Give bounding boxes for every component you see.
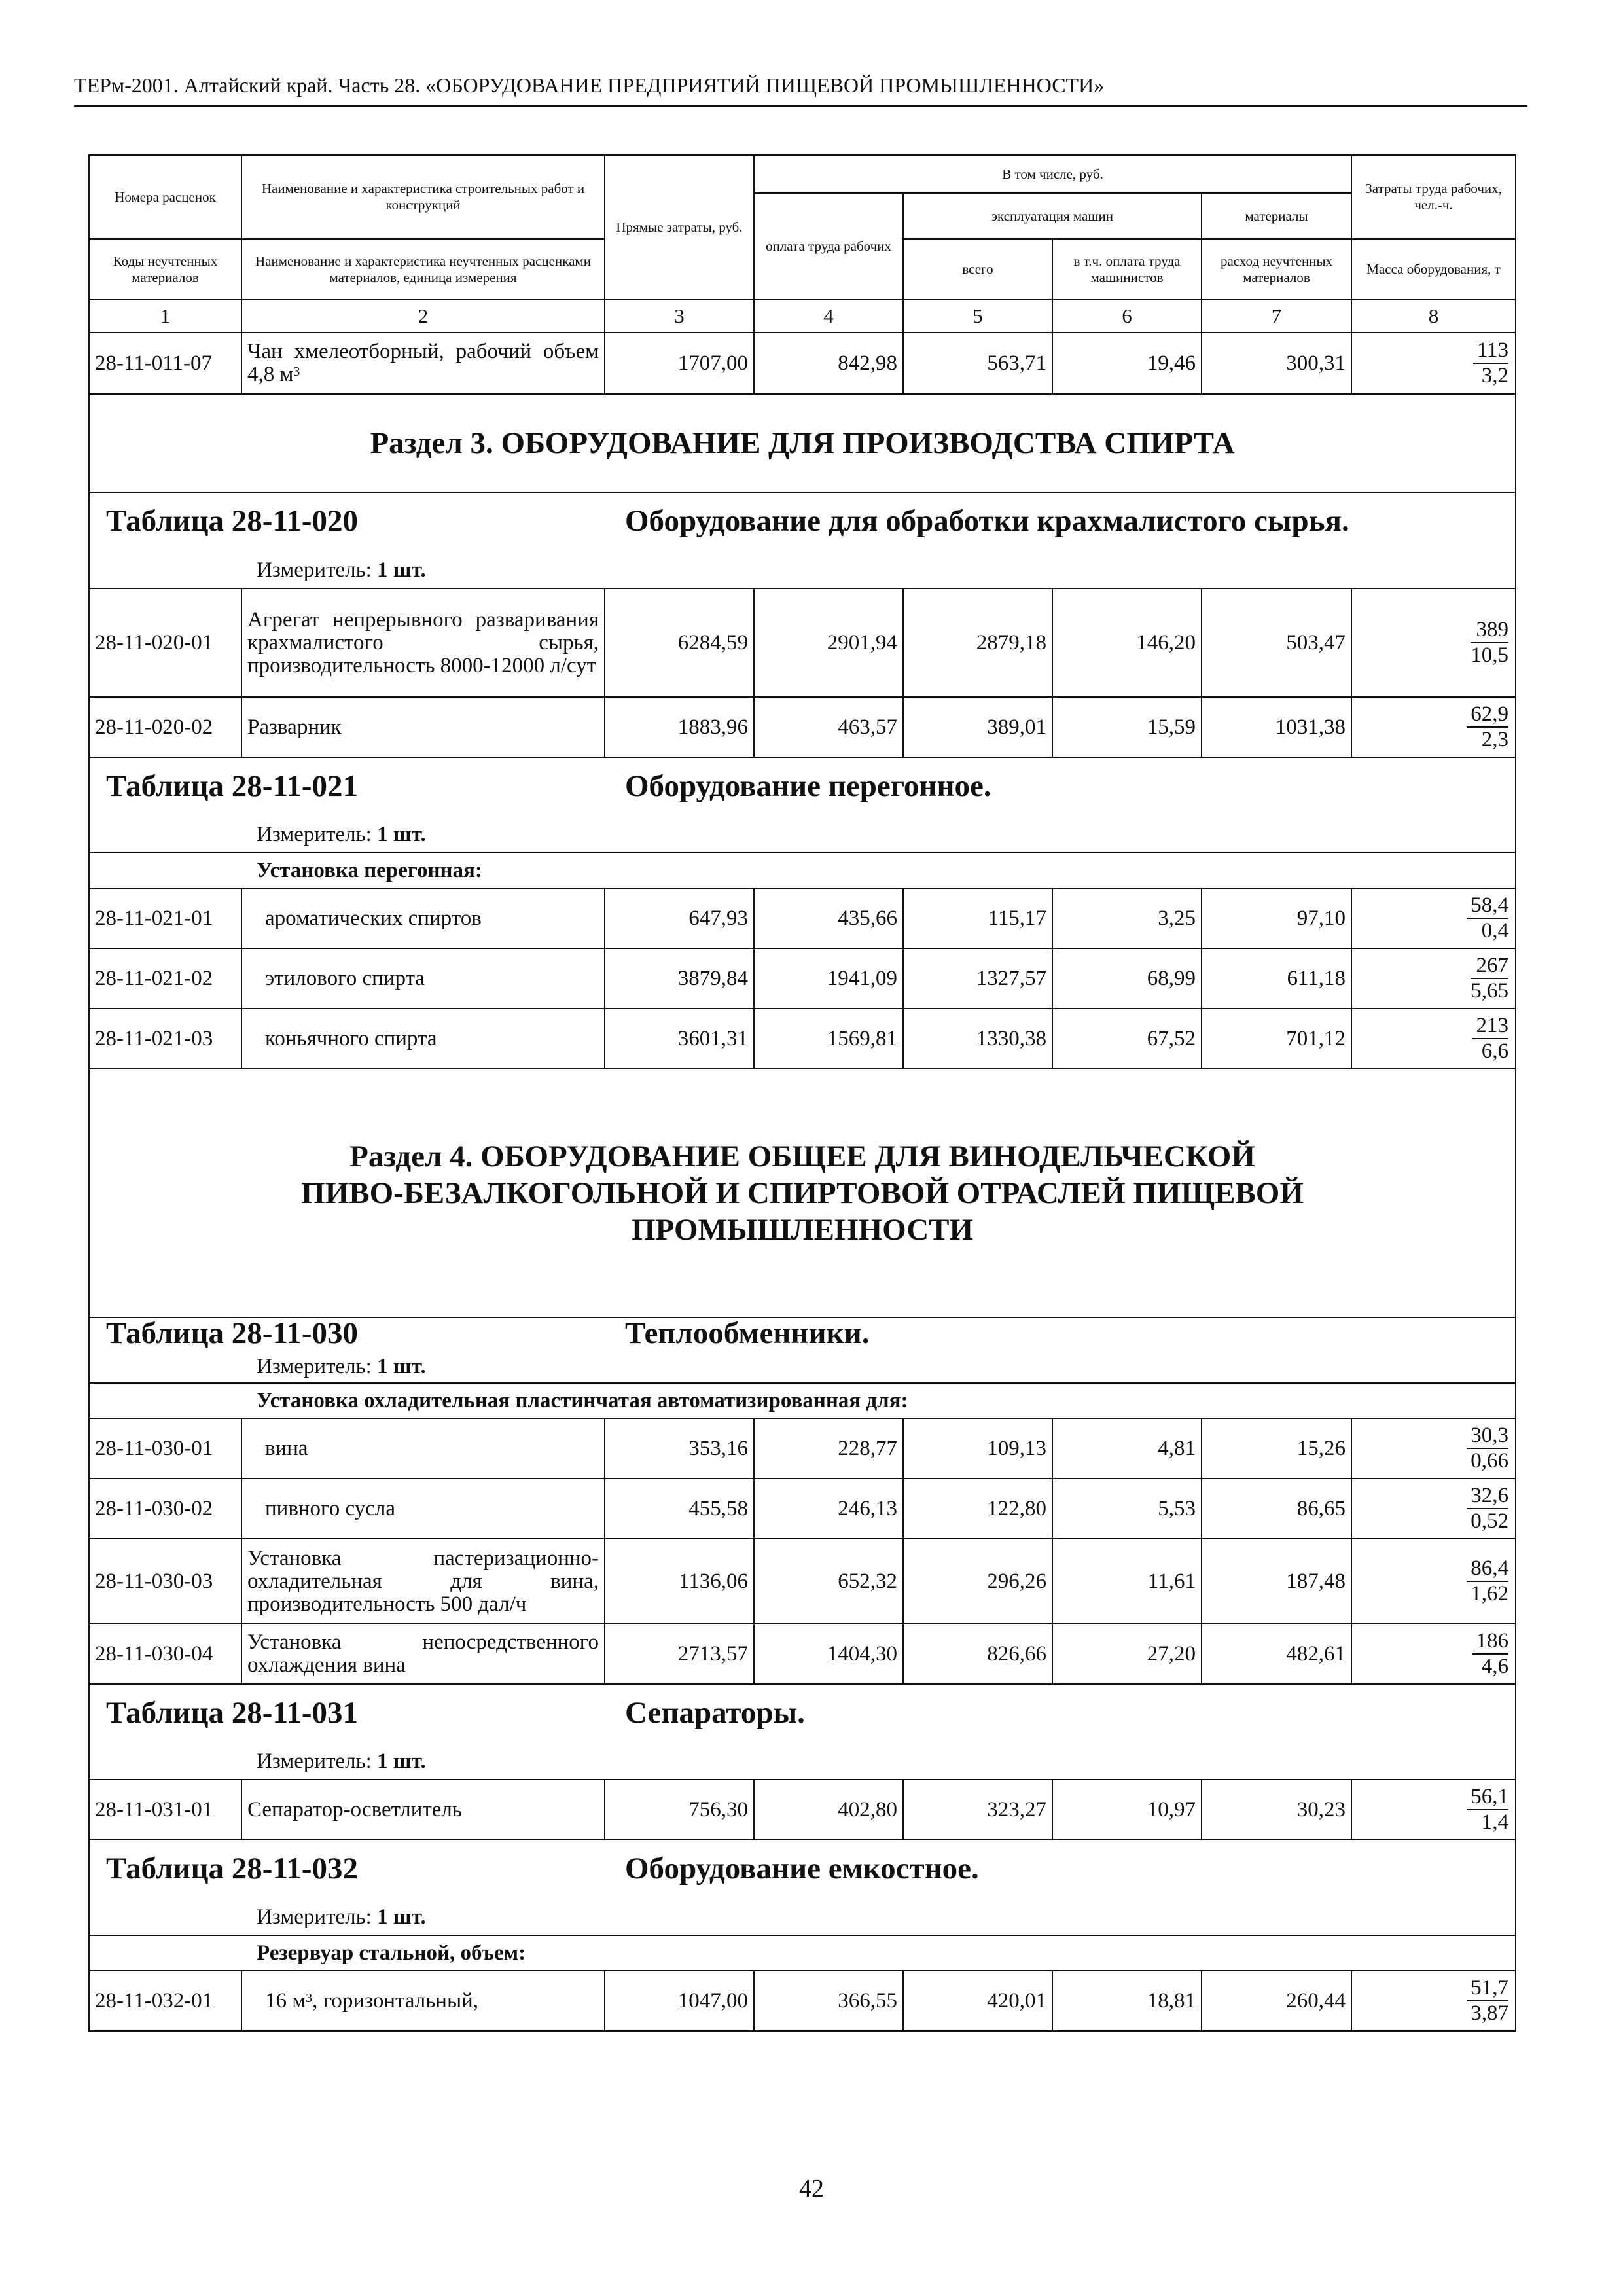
head-code-sub: Коды неучтенных материалов	[89, 239, 241, 300]
table-row	[89, 1971, 1516, 2031]
labor-pay: 1404,30	[754, 1624, 903, 1684]
page-number: 42	[799, 2175, 824, 2202]
rate-code: 28-11-030-02	[89, 1479, 241, 1539]
table-name: Оборудование перегонное.	[625, 769, 991, 803]
table-row	[89, 697, 1516, 757]
machinist-pay: 4,81	[1052, 1418, 1202, 1479]
table-row	[89, 1624, 1516, 1684]
machine-cost: 296,26	[903, 1539, 1052, 1624]
labor-pay: 402,80	[754, 1780, 903, 1840]
table-row	[89, 588, 1516, 697]
labor-mass-fraction: $\frac{267}{5,65}$	[1351, 948, 1516, 1009]
head-machines: эксплуатация машин	[903, 193, 1202, 239]
head-materials: материалы	[1202, 193, 1351, 239]
labor-mass-fraction: $\frac{213}{6,6}$	[1351, 1009, 1516, 1069]
materials-cost: 701,12	[1202, 1009, 1351, 1069]
labor-mass-fraction: $\frac{32,6}{0,52}$	[1351, 1479, 1516, 1539]
labor-mass-fraction: $\frac{113}{3,2}$	[1351, 332, 1516, 394]
labor-pay: 1569,81	[754, 1009, 903, 1069]
materials-cost: 86,65	[1202, 1479, 1351, 1539]
head-direct: Прямые затраты, руб.	[605, 155, 754, 300]
table-row	[89, 948, 1516, 1009]
machinist-pay: 19,46	[1052, 332, 1202, 394]
col-number: 3	[605, 300, 754, 332]
head-mat-unacc: расход неучтенных материалов	[1202, 239, 1351, 300]
labor-pay: 228,77	[754, 1418, 903, 1479]
rate-code: 28-11-021-01	[89, 888, 241, 948]
rate-code: 28-11-011-07	[89, 332, 241, 394]
head-mass: Масса оборудования, т	[1351, 239, 1516, 300]
head-mach-labor: в т.ч. оплата труда машинистов	[1052, 239, 1202, 300]
labor-mass-fraction: $\frac{51,7}{3,87}$	[1351, 1971, 1516, 2031]
col-number: 5	[903, 300, 1052, 332]
rate-name: этилового спирта	[241, 948, 605, 1009]
table-row	[89, 1479, 1516, 1539]
machinist-pay: 3,25	[1052, 888, 1202, 948]
labor-mass-fraction: $\frac{389}{10,5}$	[1351, 588, 1516, 697]
labor-mass-fraction: $\frac{86,4}{1,62}$	[1351, 1539, 1516, 1624]
machinist-pay: 15,59	[1052, 697, 1202, 757]
rate-code: 28-11-021-03	[89, 1009, 241, 1069]
materials-cost: 611,18	[1202, 948, 1351, 1009]
machinist-pay: 68,99	[1052, 948, 1202, 1009]
direct-cost: 2713,57	[605, 1624, 754, 1684]
table-row	[89, 332, 1516, 394]
group-heading: Установка охладительная пластинчатая автоматизированная для:	[89, 1383, 1516, 1418]
col-number: 1	[89, 300, 241, 332]
rate-name: Агрегат непрерывного разваривания крахмалистого сырья, производительность 8000-12000 л/сут	[241, 588, 605, 697]
rate-name: Сепаратор-осветлитель	[241, 1780, 605, 1840]
labor-mass-fraction: $\frac{186}{4,6}$	[1351, 1624, 1516, 1684]
rate-name: коньячного спирта	[241, 1009, 605, 1069]
table-caption	[89, 1840, 1516, 1904]
rate-code: 28-11-030-04	[89, 1624, 241, 1684]
table-title: Таблица 28-11-021	[106, 769, 358, 803]
head-name: Наименование и характеристика строительных работ и конструкций	[241, 155, 605, 239]
rates-table	[88, 154, 1516, 2032]
labor-mass-fraction: $\frac{56,1}{1,4}$	[1351, 1780, 1516, 1840]
table-row	[89, 1780, 1516, 1840]
direct-cost: 647,93	[605, 888, 754, 948]
machine-cost: 1327,57	[903, 948, 1052, 1009]
table-row	[89, 1539, 1516, 1624]
rate-name: вина	[241, 1418, 605, 1479]
table-title: Таблица 28-11-032	[106, 1852, 358, 1886]
head-labor: оплата труда рабочих	[754, 193, 903, 300]
machinist-pay: 146,20	[1052, 588, 1202, 697]
measure-unit: Измеритель: 1 шт.	[89, 1748, 1516, 1780]
table-caption	[89, 492, 1516, 557]
table-title: Таблица 28-11-031	[106, 1696, 358, 1730]
col-number: 7	[1202, 300, 1351, 332]
machine-cost: 323,27	[903, 1780, 1052, 1840]
head-labor-cost: Затраты труда рабочих, чел.-ч.	[1351, 155, 1516, 239]
table-name: Сепараторы.	[625, 1696, 805, 1730]
labor-pay: 652,32	[754, 1539, 903, 1624]
rate-code: 28-11-020-02	[89, 697, 241, 757]
rate-code: 28-11-032-01	[89, 1971, 241, 2031]
machine-cost: 1330,38	[903, 1009, 1052, 1069]
measure-unit: Измеритель: 1 шт.	[89, 557, 1516, 588]
rate-code: 28-11-021-02	[89, 948, 241, 1009]
measure-unit: Измеритель: 1 шт.	[89, 1354, 1516, 1383]
group-heading: Резервуар стальной, объем:	[89, 1935, 1516, 1971]
direct-cost: 1707,00	[605, 332, 754, 394]
group-heading: Установка перегонная:	[89, 853, 1516, 888]
head-name-sub: Наименование и характеристика неучтенных расценками материалов, единица измерения	[241, 239, 605, 300]
labor-pay: 1941,09	[754, 948, 903, 1009]
direct-cost: 1136,06	[605, 1539, 754, 1624]
rate-code: 28-11-031-01	[89, 1780, 241, 1840]
rate-name: ароматических спиртов	[241, 888, 605, 948]
machine-cost: 109,13	[903, 1418, 1052, 1479]
materials-cost: 503,47	[1202, 588, 1351, 697]
direct-cost: 1047,00	[605, 1971, 754, 2031]
rate-name: Чан хмелеотборный, рабочий объем 4,8 $м^3$	[241, 332, 605, 394]
running-header: ТЕРм-2001. Алтайский край. Часть 28. «ОБОРУДОВАНИЕ ПРЕДПРИЯТИЙ ПИЩЕВОЙ ПРОМЫШЛЕННОСТИ»	[74, 73, 1105, 97]
rate-code: 28-11-030-01	[89, 1418, 241, 1479]
machinist-pay: 67,52	[1052, 1009, 1202, 1069]
materials-cost: 15,26	[1202, 1418, 1351, 1479]
labor-pay: 2901,94	[754, 588, 903, 697]
col-number: 4	[754, 300, 903, 332]
machine-cost: 389,01	[903, 697, 1052, 757]
table-name: Теплообменники.	[625, 1316, 870, 1350]
measure-unit: Измеритель: 1 шт.	[89, 1904, 1516, 1935]
machine-cost: 563,71	[903, 332, 1052, 394]
labor-pay: 842,98	[754, 332, 903, 394]
machine-cost: 115,17	[903, 888, 1052, 948]
rate-code: 28-11-020-01	[89, 588, 241, 697]
machinist-pay: 5,53	[1052, 1479, 1202, 1539]
direct-cost: 1883,96	[605, 697, 754, 757]
col-number: 8	[1351, 300, 1516, 332]
machine-cost: 2879,18	[903, 588, 1052, 697]
labor-mass-fraction: $\frac{62,9}{2,3}$	[1351, 697, 1516, 757]
col-number: 2	[241, 300, 605, 332]
machinist-pay: 27,20	[1052, 1624, 1202, 1684]
labor-pay: 366,55	[754, 1971, 903, 2031]
rate-name: Разварник	[241, 697, 605, 757]
labor-pay: 463,57	[754, 697, 903, 757]
materials-cost: 260,44	[1202, 1971, 1351, 2031]
direct-cost: 455,58	[605, 1479, 754, 1539]
machine-cost: 122,80	[903, 1479, 1052, 1539]
direct-cost: 353,16	[605, 1418, 754, 1479]
machine-cost: 826,66	[903, 1624, 1052, 1684]
direct-cost: 756,30	[605, 1780, 754, 1840]
direct-cost: 3879,84	[605, 948, 754, 1009]
header-rule	[74, 105, 1527, 107]
head-incl: В том числе, руб.	[754, 155, 1351, 193]
table-row	[89, 888, 1516, 948]
rate-name: 16 $м^3$, горизонтальный,	[241, 1971, 605, 2031]
materials-cost: 482,61	[1202, 1624, 1351, 1684]
machinist-pay: 11,61	[1052, 1539, 1202, 1624]
materials-cost: 187,48	[1202, 1539, 1351, 1624]
labor-mass-fraction: $\frac{30,3}{0,66}$	[1351, 1418, 1516, 1479]
head-code: Номера расценок	[89, 155, 241, 239]
direct-cost: 3601,31	[605, 1009, 754, 1069]
head-mach-total: всего	[903, 239, 1052, 300]
measure-unit: Измеритель: 1 шт.	[89, 821, 1516, 853]
table-name: Оборудование для обработки крахмалистого сырья.	[625, 504, 1349, 538]
table-row	[89, 1418, 1516, 1479]
section-4-title: Раздел 4. ОБОРУДОВАНИЕ ОБЩЕЕ ДЛЯ ВИНОДЕЛЬЧЕСКОЙ ПИВО-БЕЗАЛКОГОЛЬНОЙ И СПИРТОВОЙ ОТРАСЛЕЙ ПИЩЕВОЙ ПРОМЫШЛЕННОСТИ	[89, 1069, 1516, 1318]
rate-name: пивного сусла	[241, 1479, 605, 1539]
materials-cost: 1031,38	[1202, 697, 1351, 757]
materials-cost: 300,31	[1202, 332, 1351, 394]
rate-code: 28-11-030-03	[89, 1539, 241, 1624]
labor-pay: 435,66	[754, 888, 903, 948]
machinist-pay: 10,97	[1052, 1780, 1202, 1840]
table-row	[89, 1009, 1516, 1069]
col-number: 6	[1052, 300, 1202, 332]
section-3-title: Раздел 3. ОБОРУДОВАНИЕ ДЛЯ ПРОИЗВОДСТВА СПИРТА	[89, 394, 1516, 492]
machinist-pay: 18,81	[1052, 1971, 1202, 2031]
table-caption	[89, 1318, 1516, 1354]
rate-name: Установка непосредственного охлаждения вина	[241, 1624, 605, 1684]
labor-mass-fraction: $\frac{58,4}{0,4}$	[1351, 888, 1516, 948]
machine-cost: 420,01	[903, 1971, 1052, 2031]
direct-cost: 6284,59	[605, 588, 754, 697]
table-title: Таблица 28-11-020	[106, 504, 358, 538]
table-name: Оборудование емкостное.	[625, 1852, 979, 1886]
table-caption	[89, 1684, 1516, 1748]
materials-cost: 97,10	[1202, 888, 1351, 948]
table-title: Таблица 28-11-030	[106, 1316, 358, 1350]
table-caption	[89, 757, 1516, 821]
labor-pay: 246,13	[754, 1479, 903, 1539]
rate-name: Установка пастеризационно-охладительная для вина, производительность 500 дал/ч	[241, 1539, 605, 1624]
materials-cost: 30,23	[1202, 1780, 1351, 1840]
